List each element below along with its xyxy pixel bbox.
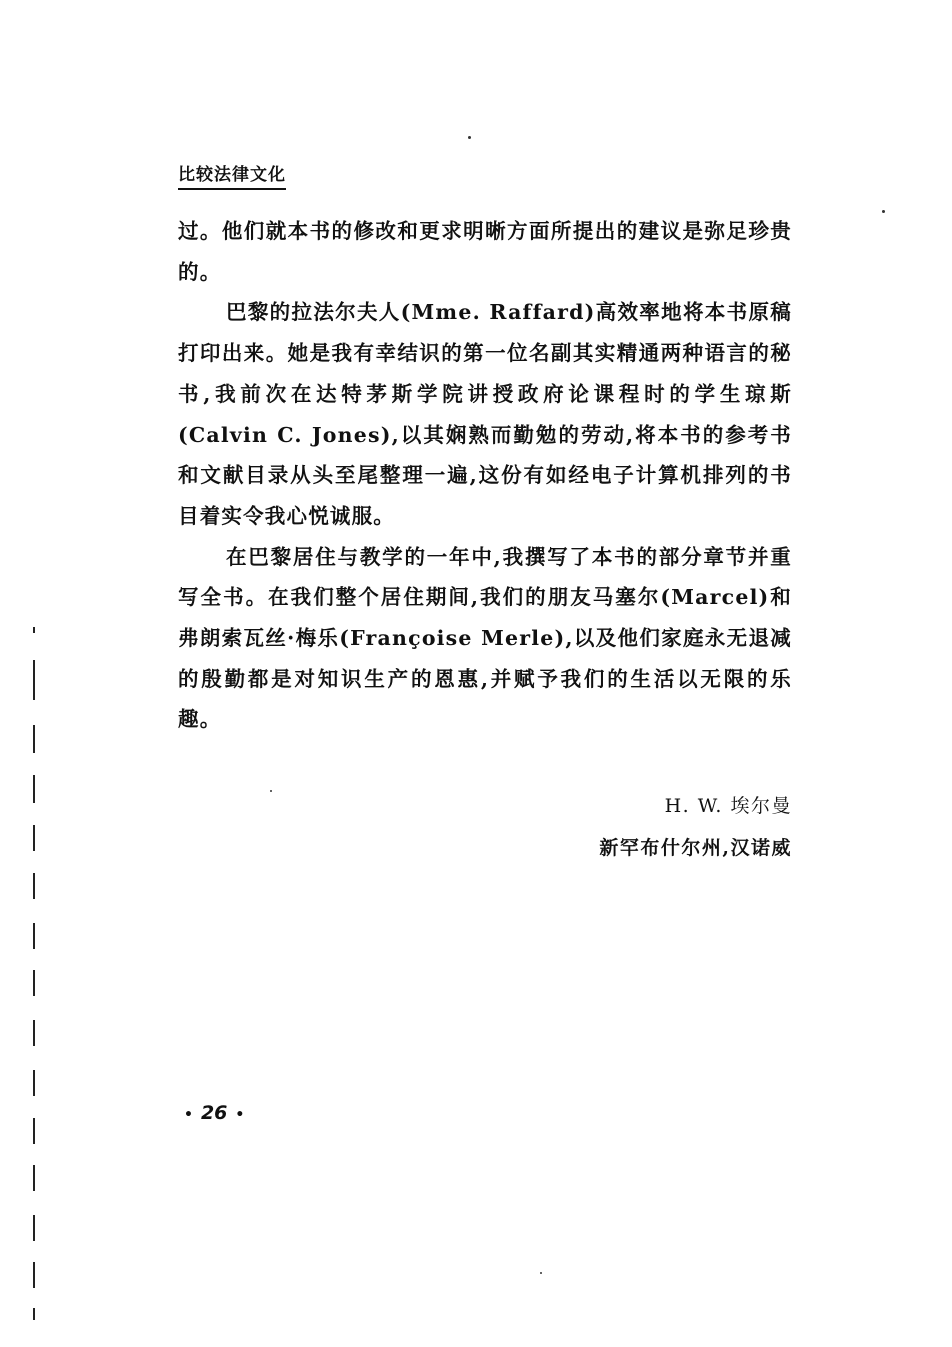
page-number-value: 26 — [200, 1102, 228, 1124]
body-text — [178, 211, 792, 740]
scan-speck — [270, 790, 272, 792]
signature-author: H. W. 埃尔曼 — [664, 795, 792, 817]
scan-binding-marks — [33, 0, 39, 1347]
scan-speck — [468, 136, 471, 139]
paragraph-3: 在巴黎居住与教学的一年中,我撰写了本书的部分章节并重写全书。在我们整个居住期间,我们的朋友马塞尔(Marcel)和弗朗索瓦丝·梅乐(Françoise Merle),以及他们家庭永无退减的殷勤都是对知识生产的恩惠,并赋予我们的生活以无限的乐趣。 — [178, 544, 792, 732]
page-number — [176, 1102, 252, 1124]
page-number-dot-right: • — [235, 1107, 245, 1123]
paragraph-1: 过。他们就本书的修改和更求明晰方面所提出的建议是弥足珍贵的。 — [178, 219, 792, 284]
paragraph-2: 巴黎的拉法尔夫人(Mme. Raffard)高效率地将本书原稿打印出来。她是我有幸结识的第一位名副其实精通两种语言的秘书,我前次在达特茅斯学院讲授政府论课程时的学生琼斯(Calvin C. Jones),以其娴熟而勤勉的劳动,将本书的参考书和文献目录从头至尾整理一遍,这份有如经电子计算机排列的书目着实令我心悦诚服。 — [178, 300, 792, 528]
running-header: 比较法律文化 — [178, 160, 286, 190]
scan-speck — [540, 1272, 542, 1274]
signature-block — [599, 785, 792, 869]
signature-place: 新罕布什尔州,汉诺威 — [599, 837, 792, 859]
scan-speck — [882, 210, 885, 213]
page-number-dot-left: • — [184, 1107, 193, 1123]
